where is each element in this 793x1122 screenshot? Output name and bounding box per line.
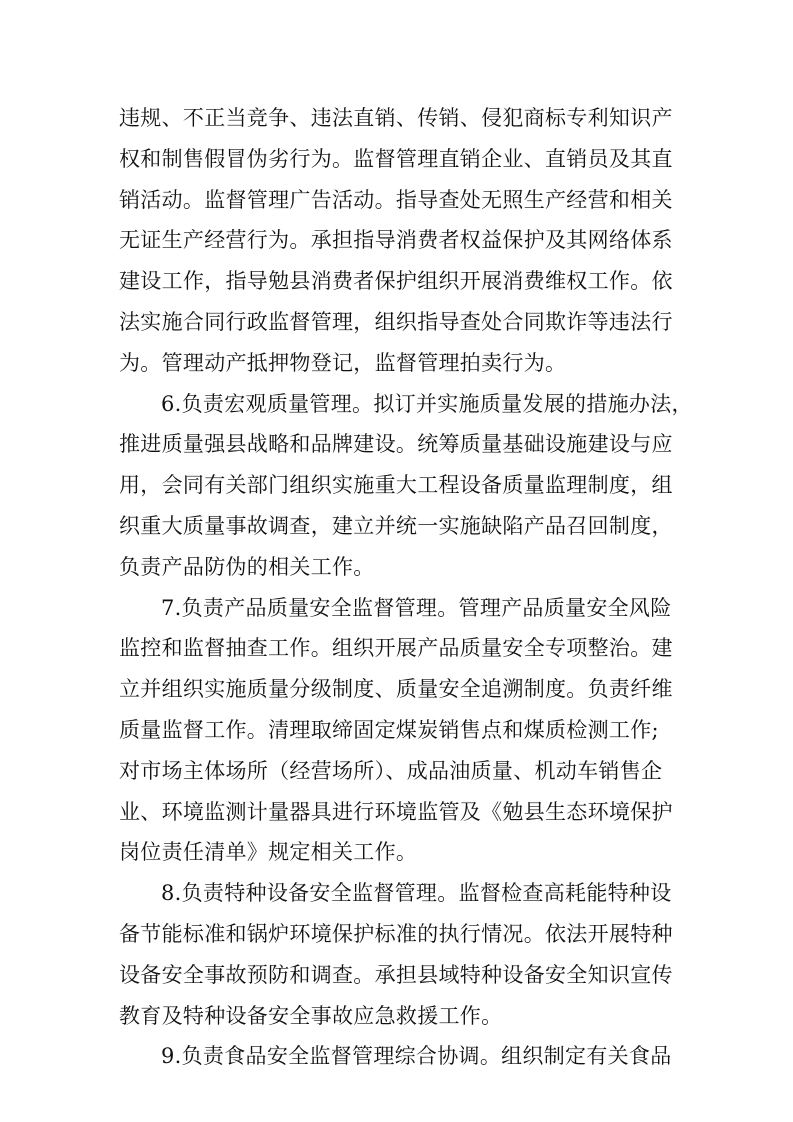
text-line: 为。管理动产抵押物登记，监督管理拍卖行为。 [119, 350, 567, 375]
text-line: 教育及特种设备安全事故应急救援工作。 [119, 1003, 503, 1028]
text-line: 销活动。监督管理广告活动。指导查处无照生产经营和相关 [119, 187, 673, 212]
body-text [119, 98, 693, 1077]
text-line: 织重大质量事故调查，建立并统一实施缺陷产品召回制度， [119, 513, 673, 538]
text-line: 8.负责特种设备安全监督管理。监督检查高耗能特种设 [161, 881, 672, 906]
text-line: 6.负责宏观质量管理。拟订并实施质量发展的措施办法， [161, 391, 693, 416]
text-line: 推进质量强县战略和品牌建设。统筹质量基础设施建设与应 [119, 432, 673, 457]
text-line: 对市场主体场所（经营场所）、成品油质量、机动车销售企 [119, 758, 663, 783]
text-line: 9.负责食品安全监督管理综合协调。组织制定有关食品 [161, 1044, 672, 1069]
text-line: 业、环境监测计量器具进行环境监管及《勉县生态环境保护 [119, 799, 673, 824]
text-line: 监控和监督抽查工作。组织开展产品质量安全专项整治。建 [119, 636, 673, 661]
text-line: 立并组织实施质量分级制度、质量安全追溯制度。负责纤维 [119, 677, 673, 702]
text-line: 建设工作，指导勉县消费者保护组织开展消费维权工作。依 [119, 269, 673, 294]
text-line: 设备安全事故预防和调查。承担县域特种设备安全知识宣传 [119, 962, 673, 987]
text-line: 质量监督工作。清理取缔固定煤炭销售点和煤质检测工作; [119, 717, 659, 742]
text-line: 负责产品防伪的相关工作。 [119, 554, 375, 579]
text-line: 法实施合同行政监督管理，组织指导查处合同欺诈等违法行 [119, 309, 673, 334]
text-line: 岗位责任清单》规定相关工作。 [119, 840, 418, 865]
text-line: 7.负责产品质量安全监督管理。管理产品质量安全风险 [161, 595, 672, 620]
text-line: 权和制售假冒伪劣行为。监督管理直销企业、直销员及其直 [119, 146, 673, 171]
text-line: 违规、不正当竞争、违法直销、传销、侵犯商标专利知识产 [119, 106, 673, 130]
text-line: 无证生产经营行为。承担指导消费者权益保护及其网络体系 [119, 228, 673, 253]
text-line: 用，会同有关部门组织实施重大工程设备质量监理制度，组 [119, 473, 673, 498]
text-line: 备节能标准和锅炉环境保护标准的执行情况。依法开展特种 [119, 921, 673, 946]
